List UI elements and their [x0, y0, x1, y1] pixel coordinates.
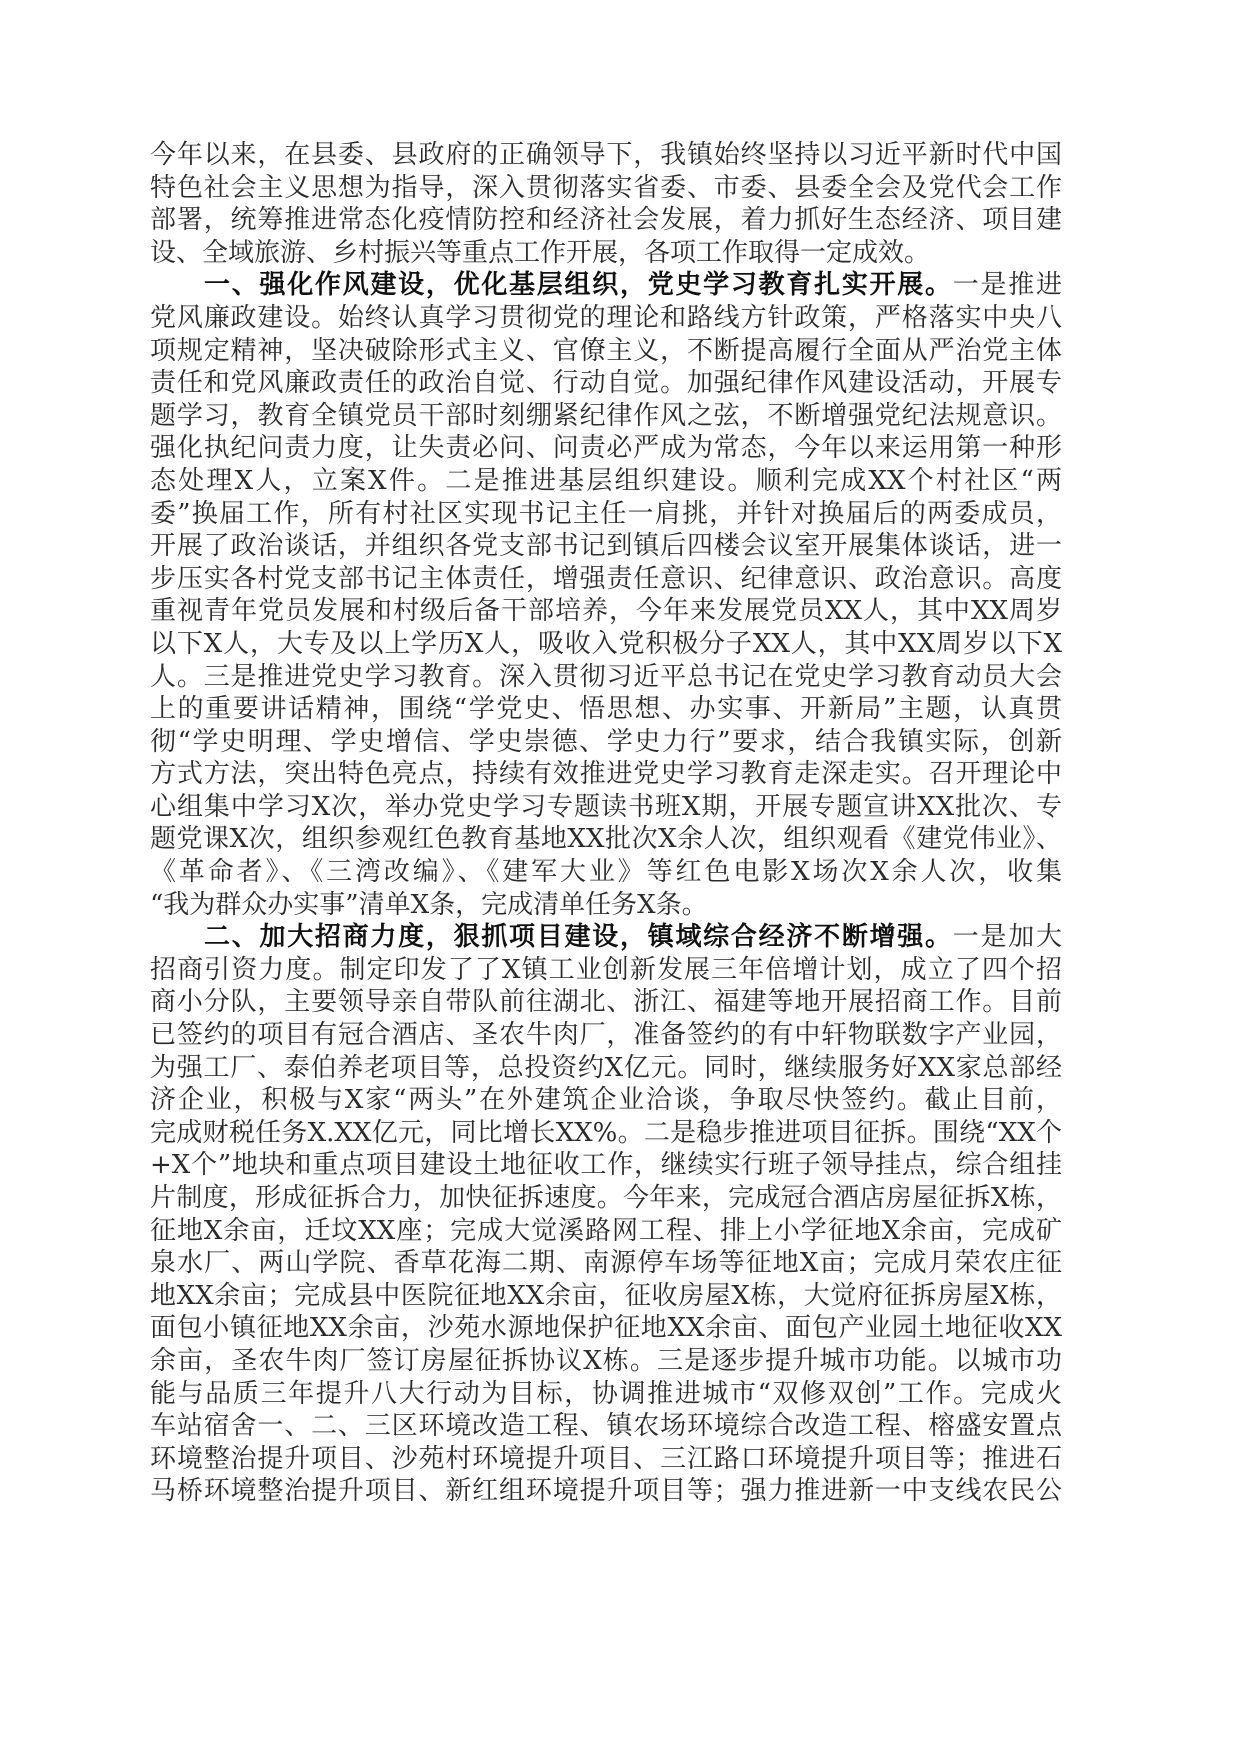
section-heading-line	[150, 921, 1062, 954]
text-line: 上的重要讲话精神，围绕“学党史、悟思想、办实事、开新局”主题，认真贯	[150, 694, 1062, 725]
section-heading: 一、强化作风建设，优化基层组织，党史学习教育扎实开展。	[204, 270, 953, 301]
text-line: 《革命者》、《三湾改编》、《建军大业》等红色电影X场次X余人次，收集	[150, 857, 1062, 888]
text-line: 已签约的项目有冠合酒店、圣农牛肉厂，准备签约的有中轩物联数字产业园，	[150, 1020, 1062, 1051]
text-line: 强化执纪问责力度，让失责必问、问责必严成为常态，今年以来运用第一种形	[150, 433, 1062, 464]
text-line: 题学习，教育全镇党员干部时刻绷紧纪律作风之弦，不断增强党纪法规意识。	[150, 400, 1062, 431]
text-line: 今年以来，在县委、县政府的正确领导下，我镇始终坚持以习近平新时代中国	[150, 140, 1062, 170]
text-line: 环境整治提升项目、沙苑村环境提升项目、三江路口环境提升项目等；推进石	[150, 1443, 1062, 1474]
text-line: 重视青年党员发展和村级后备干部培养，今年来发展党员XX人，其中XX周岁	[150, 596, 1062, 627]
text-line: 面包小镇征地XX余亩，沙苑水源地保护征地XX余亩、面包产业园土地征收XX	[150, 1313, 1062, 1344]
text-line: 商小分队，主要领导亲自带队前往湖北、浙江、福建等地开展招商工作。目前	[150, 987, 1062, 1018]
text-line: 泉水厂、两山学院、香草花海二期、南源停车场等征地X亩；完成月荣农庄征	[150, 1248, 1062, 1279]
heading-tail-text: 一是推进	[952, 270, 1062, 301]
text-line: 委”换届工作，所有村社区实现书记主任一肩挑，并针对换届后的两委成员，	[150, 498, 1062, 529]
text-line: 彻“学史明理、学史增信、学史崇德、学史力行”要求，结合我镇实际，创新	[150, 726, 1062, 757]
text-line: 能与品质三年提升八大行动为目标，协调推进城市“双修双创”工作。完成火	[150, 1378, 1062, 1409]
text-line: +X个”地块和重点项目建设土地征收工作，继续实行班子领导挂点，综合组挂	[150, 1150, 1062, 1181]
text-line: 济企业，积极与X家“两头”在外建筑企业洽谈，争取尽快签约。截止目前，	[150, 1085, 1062, 1116]
text-line: 为强工厂、泰伯养老项目等，总投资约X亿元。同时，继续服务好XX家总部经	[150, 1052, 1062, 1083]
paragraph	[150, 139, 1062, 269]
text-line: 片制度，形成征拆合力，加快征拆速度。今年来，完成冠合酒店房屋征拆X栋，	[150, 1183, 1062, 1213]
text-line: 心组集中学习X次，举办党史学习专题读书班X期，开展专题宣讲XX批次、专	[150, 791, 1062, 822]
paragraph	[150, 269, 1062, 921]
text-line: 余亩，圣农牛肉厂签订房屋征拆协议X栋。三是逐步提升城市功能。以城市功	[150, 1345, 1062, 1376]
text-line: 人。三是推进党史学习教育。深入贯彻习近平总书记在党史学习教育动员大会	[150, 661, 1062, 692]
document-page	[150, 139, 1062, 1508]
text-line: 部署，统筹推进常态化疫情防控和经济社会发展，着力抓好生态经济、项目建	[150, 205, 1062, 236]
section-heading-line	[150, 269, 1062, 302]
text-line: 态处理X人，立案X件。二是推进基层组织建设。顺利完成XX个村社区“两	[150, 465, 1062, 496]
text-line: “我为群众办实事”清单X条，完成清单任务X条。	[150, 889, 708, 920]
heading-tail-text: 一是加大	[952, 922, 1062, 953]
text-line: 责任和党风廉政责任的政治自觉、行动自觉。加强纪律作风建设活动，开展专	[150, 368, 1062, 399]
text-line: 方式方法，突出特色亮点，持续有效推进党史学习教育走深走实。召开理论中	[150, 759, 1062, 790]
text-line: 车站宿舍一、二、三区环境改造工程、镇农场环境综合改造工程、榕盛安置点	[150, 1411, 1062, 1442]
text-line: 特色社会主义思想为指导，深入贯彻落实省委、市委、县委全会及党代会工作	[150, 172, 1062, 203]
text-line: 地XX余亩；完成县中医院征地XX余亩，征收房屋X栋，大觉府征拆房屋X栋，	[150, 1280, 1062, 1311]
text-line: 招商引资力度。制定印发了了X镇工业创新发展三年倍增计划，成立了四个招	[150, 954, 1062, 985]
text-line: 开展了政治谈话，并组织各党支部书记到镇后四楼会议室开展集体谈话，进一	[150, 531, 1062, 562]
text-line: 完成财税任务X.XX亿元，同比增长XX%。二是稳步推进项目征拆。围绕“XX个	[150, 1117, 1062, 1148]
text-line: 题党课X次，组织参观红色教育基地XX批次X余人次，组织观看《建党伟业》、	[150, 824, 1062, 855]
text-line: 设、全域旅游、乡村振兴等重点工作开展，各项工作取得一定成效。	[150, 237, 931, 268]
text-line: 步压实各村党支部书记主体责任，增强责任意识、纪律意识、政治意识。高度	[150, 563, 1062, 594]
text-line: 以下X人，大专及以上学历X人，吸收入党积极分子XX人，其中XX周岁以下X	[150, 628, 1062, 659]
text-line: 党风廉政建设。始终认真学习贯彻党的理论和路线方针政策，严格落实中央八	[150, 302, 1062, 333]
text-line: 项规定精神，坚决破除形式主义、官僚主义，不断提高履行全面从严治党主体	[150, 335, 1062, 366]
paragraph	[150, 921, 1062, 1508]
text-line: 马桥环境整治提升项目、新红组环境提升项目等；强力推进新一中支线农民公	[150, 1476, 1062, 1507]
text-line: 征地X余亩，迁坟XX座；完成大觉溪路网工程、排上小学征地X余亩，完成矿	[150, 1215, 1062, 1246]
section-heading: 二、加大招商力度，狠抓项目建设，镇域综合经济不断增强。	[204, 922, 953, 953]
